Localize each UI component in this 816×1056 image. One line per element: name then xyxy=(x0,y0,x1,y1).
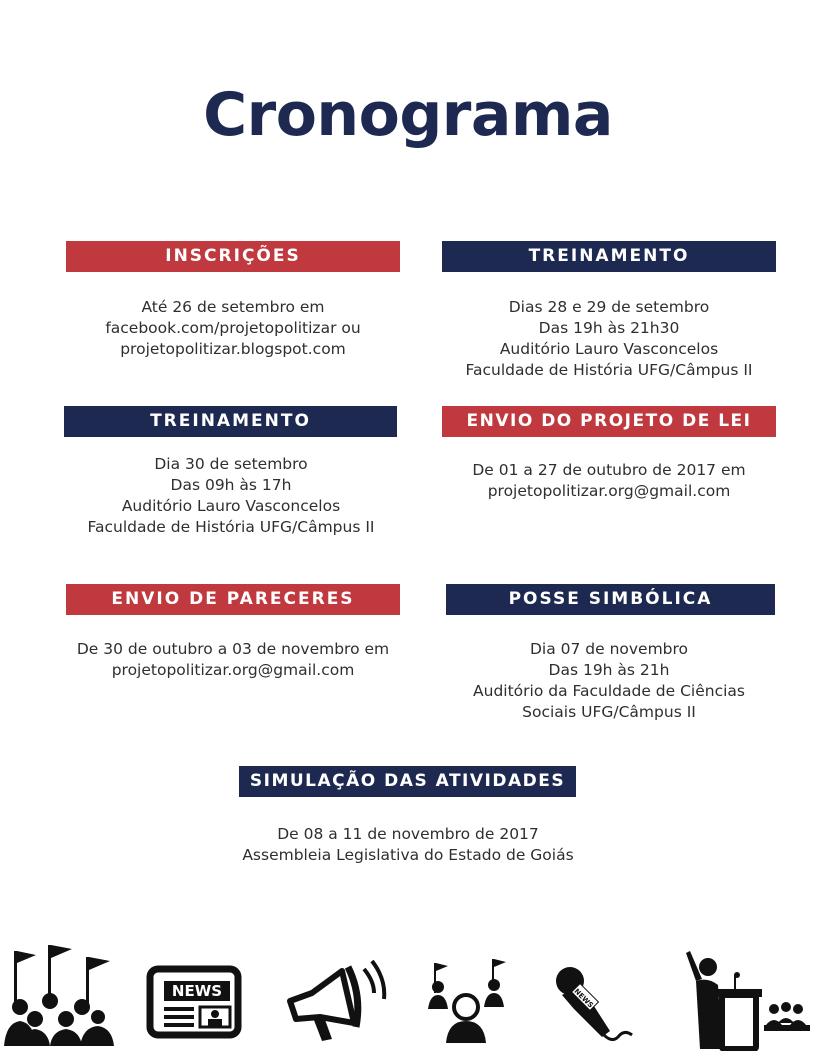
body-line: projetopolitizar.blogspot.com xyxy=(120,340,346,358)
body-line: Sociais UFG/Câmpus II xyxy=(522,703,696,721)
page-title: Cronograma xyxy=(203,80,613,150)
section-body-envio-pareceres xyxy=(46,639,420,681)
section-body-simulacao xyxy=(208,824,608,866)
section-heading-posse: POSSE SIMBÓLICA xyxy=(446,584,775,615)
people-flags-icon xyxy=(424,957,514,1047)
section-heading-treinamento-1: TREINAMENTO xyxy=(442,241,776,272)
body-line: Faculdade de História UFG/Câmpus II xyxy=(465,361,753,379)
body-line: Auditório Lauro Vasconcelos xyxy=(499,340,719,358)
body-line: De 30 de outubro a 03 de novembro em xyxy=(76,640,390,658)
section-heading-inscricoes: INSCRIÇÕES xyxy=(66,241,400,272)
protest-flags-icon xyxy=(0,941,115,1051)
section-heading-simulacao: SIMULAÇÃO DAS ATIVIDADES xyxy=(239,766,576,797)
section-body-treinamento-2 xyxy=(46,454,416,538)
section-body-posse xyxy=(432,639,786,723)
megaphone-icon xyxy=(282,951,392,1051)
section-heading-envio-projeto: ENVIO DO PROJETO DE LEI xyxy=(442,406,776,437)
body-line: Dias 28 e 29 de setembro xyxy=(508,298,710,316)
body-line: Das 09h às 17h xyxy=(170,476,292,494)
body-line: projetopolitizar.org@gmail.com xyxy=(487,482,731,500)
microphone-label: NEWS xyxy=(572,987,595,1010)
section-heading-envio-pareceres: ENVIO DE PARECERES xyxy=(66,584,400,615)
newspaper-icon xyxy=(138,951,250,1053)
speaker-podium-icon xyxy=(682,945,812,1051)
body-line: facebook.com/projetopolitizar ou xyxy=(105,319,361,337)
body-line: Faculdade de História UFG/Câmpus II xyxy=(87,518,375,536)
section-heading-treinamento-2: TREINAMENTO xyxy=(64,406,397,437)
body-line: Auditório da Faculdade de Ciências xyxy=(473,682,745,700)
body-line: Dia 07 de novembro xyxy=(529,640,689,658)
body-line: Das 19h às 21h xyxy=(548,661,670,679)
body-line: Dia 30 de setembro xyxy=(154,455,308,473)
section-body-treinamento-1 xyxy=(432,297,786,381)
body-line: Das 19h às 21h30 xyxy=(538,319,680,337)
body-line: De 01 a 27 de outubro de 2017 em xyxy=(472,461,746,479)
body-line: Assembleia Legislativa do Estado de Goiás xyxy=(242,846,574,864)
icon-strip xyxy=(0,935,816,1056)
section-body-envio-projeto xyxy=(432,460,786,502)
body-line: Auditório Lauro Vasconcelos xyxy=(121,497,341,515)
newspaper-label: NEWS xyxy=(171,982,223,1000)
body-line: projetopolitizar.org@gmail.com xyxy=(111,661,355,679)
news-microphone-icon xyxy=(552,961,642,1045)
body-line: Até 26 de setembro em xyxy=(141,298,325,316)
body-line: De 08 a 11 de novembro de 2017 xyxy=(277,825,539,843)
section-body-inscricoes xyxy=(66,297,400,360)
